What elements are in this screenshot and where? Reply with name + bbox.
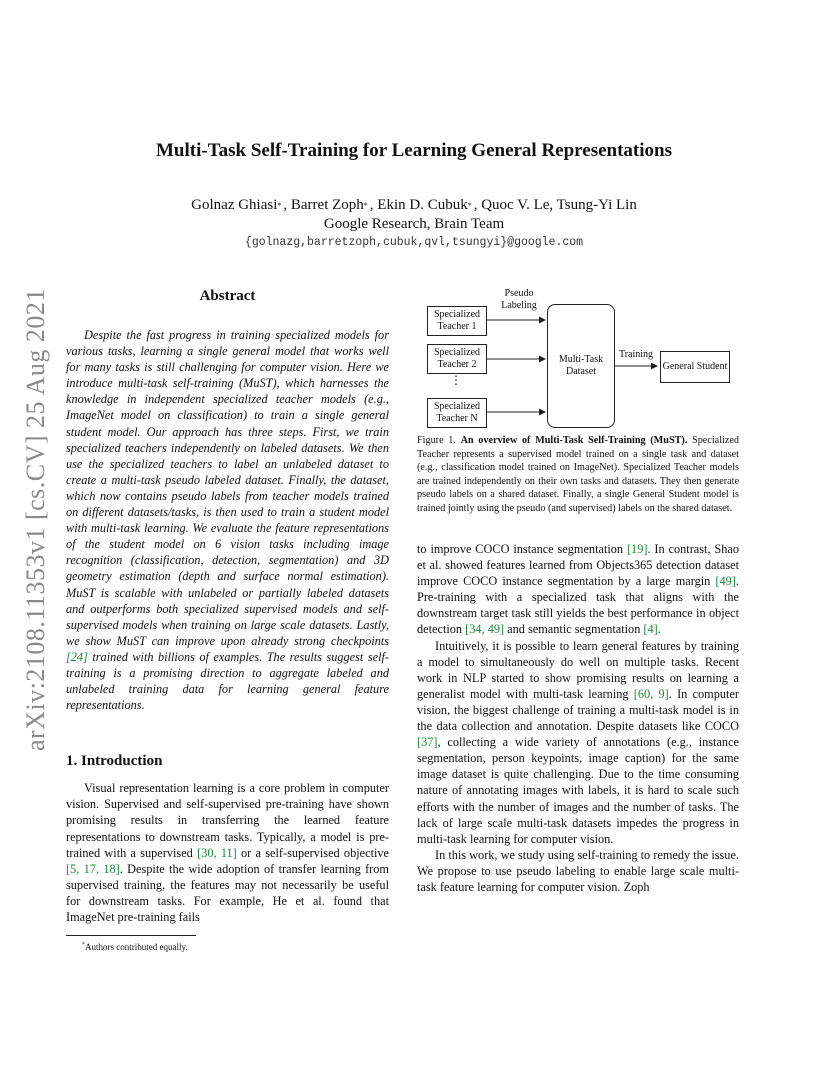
author-mark: * xyxy=(277,201,282,210)
left-column xyxy=(66,288,389,952)
citation-link[interactable]: [34, 49] xyxy=(465,622,505,637)
body-paragraph: Intuitively, it is possible to learn general features by training a model to simultaneously do well on multiple tasks. Recent work in NLP started to show promising results on learning a generalist model with multi-task learning [60, 9]. In computer vision, the biggest challenge of training a multi-task model is in the data collection and annotation. Despite datasets like COCO [37], collecting a wide variety of annotations (e.g., instance segmentation, person keypoints, image caption) for the same image dataset is quite challenging. Due to the time consuming nature of annotating images with labels, it is hard to scale such efforts with the number of images and the number of tasks. The lack of large scale multi-task datasets impedes the progress in multi-task learning for computer vision. xyxy=(417,638,739,846)
author: Ekin D. Cubuk xyxy=(377,197,468,213)
paper-title: Multi-Task Self-Training for Learning General Representations xyxy=(156,140,672,161)
footnote: *Authors contributed equally. xyxy=(82,942,188,953)
figure-1-diagram xyxy=(417,288,739,428)
arxiv-stamp: arXiv:2108.11353v1 [cs.CV] 25 Aug 2021 xyxy=(21,288,50,752)
author: Golnaz Ghiasi xyxy=(191,197,278,213)
footnote-rule xyxy=(66,935,196,936)
body-paragraph: to improve COCO instance segmentation [19]. In contrast, Shao et al. showed features learned from Objects365 detection dataset improve COCO instance segmentation by a large margin [49]. Pre-training with a specialized task that aligns with the downstream target task still yields the best performance in object detection [34, 49] and semantic segmentation [4]. xyxy=(417,542,739,637)
author: Barret Zoph xyxy=(290,197,364,213)
citation-link[interactable]: [4] xyxy=(643,622,658,637)
authors: Golnaz Ghiasi* , Barret Zoph* , Ekin D. Cubuk* , Quoc V. Le, Tsung-Yi Lin Google Research, Brain Team xyxy=(0,196,828,234)
right-column xyxy=(417,288,739,895)
affiliation: Google Research, Brain Team xyxy=(323,216,505,232)
citation-link[interactable]: [24] xyxy=(66,649,88,664)
citation-link[interactable]: [19] xyxy=(626,542,648,556)
author: Quoc V. Le, xyxy=(481,197,554,213)
section-heading-intro: 1. Introduction xyxy=(66,753,163,770)
emails: {golnazg,barretzoph,cubuk,qvl,tsungyi}@google.com xyxy=(244,236,584,249)
teacher-n-box: Specialized Teacher N xyxy=(427,398,487,428)
pseudo-label: Pseudo Labeling xyxy=(501,288,537,311)
citation-link[interactable]: [60, 9] xyxy=(633,686,669,701)
intro-paragraph: Visual representation learning is a core problem in computer vision. Supervised and self-supervised pre-training have shown promising results in transferring the learned feature representations to downstream tasks. Typically, a model is pre-trained with a supervised [30, 11] or a self-supervised objective [5, 17, 18]. Despite the wide adoption of transfer learning from supervised training, the features may not necessarily be useful for downstream tasks. For example, He et al. found that ImageNet pre-training fails xyxy=(66,781,390,924)
body-paragraph: In this work, we study using self-training to remedy the issue. We propose to use pseudo labeling to enable large scale multi-task feature learning for computer vision. Zoph xyxy=(417,847,739,894)
dataset-box: Multi-Task Dataset xyxy=(547,304,615,428)
citation-link[interactable]: [37] xyxy=(417,735,438,750)
citation-link[interactable]: [5, 17, 18] xyxy=(66,861,120,876)
author: Tsung-Yi Lin xyxy=(556,197,637,213)
ellipsis-dots: ⋮ xyxy=(450,373,462,387)
author-mark: * xyxy=(467,201,472,210)
abstract-text: Despite the fast progress in training specialized models for various tasks, learning a single general model that works well for many tasks is still challenging for computer vision. Here we introduce multi-task self-training (MuST), which harnesses the knowledge in independent specialized teacher models (e.g., ImageNet model on classification) to train a single general student model. Our approach has three steps. First, we train specialized teachers independently on labeled datasets. We then use the specialized teachers to label an unlabeled dataset to create a multi-task pseudo labeled dataset. Finally, the dataset, which now contains pseudo labels from teacher models trained on different datasets/tasks, is then used to train a student model with multi-task learning. We evaluate the feature representations of the student model on 6 vision tasks including image recognition (classification, detection, segmentation) and 3D geometry estimation (depth and surface normal estimation). MuST is scalable with unlabeled or partially labeled datasets and outperforms both specialized supervised models and self-supervised models when training on large scale datasets. Lastly, we show MuST can improve upon already strong checkpoints [24] trained with billions of examples. The results suggest self-training is a promising direction to aggregate labeled and unlabeled training data for learning general feature representations. xyxy=(66,328,389,713)
citation-link[interactable]: [30, 11] xyxy=(197,845,237,860)
teacher-2-box: Specialized Teacher 2 xyxy=(427,344,487,374)
author-mark: * xyxy=(363,201,368,210)
citation-link[interactable]: [49] xyxy=(715,574,736,589)
student-box: General Student xyxy=(660,351,730,383)
training-label: Training xyxy=(618,349,654,360)
teacher-1-box: Specialized Teacher 1 xyxy=(427,306,487,336)
abstract-heading: Abstract xyxy=(199,288,256,304)
figure-caption: Figure 1. An overview of Multi-Task Self-Training (MuST). Specialized Teacher represents a supervised model trained on a single task and dataset (e.g., classification model trained on ImageNet). Specialized Teacher models are trained independently on their own tasks and datasets. They then generate pseudo labels on a shared dataset. Finally, a single General Student model is trained jointly using the pseudo (and supervised) labels on the shared dataset. xyxy=(417,435,739,514)
